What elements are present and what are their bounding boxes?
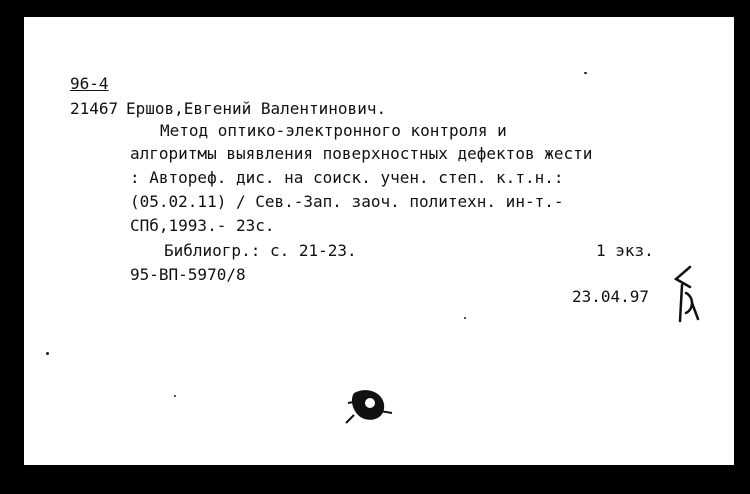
bibliography-note: Библиогр.: с. 21-23. <box>164 241 357 260</box>
speck <box>46 352 49 355</box>
catalog-card <box>24 17 734 465</box>
stamp-date: 23.04.97 <box>572 287 650 306</box>
author-name: Ершов,Евгений Валентинович. <box>126 99 387 118</box>
shelf-mark: 96-4 <box>70 74 109 93</box>
title-line-4: (05.02.11) / Сев.-Зап. заоч. политехн. ин-т.- <box>130 192 564 211</box>
handwritten-mark <box>668 263 708 323</box>
title-line-1: Метод оптико-электронного контроля и <box>160 121 507 140</box>
imprint: СПб,1993.- 23с. <box>130 216 275 235</box>
speck <box>464 317 466 319</box>
record-number: 21467 <box>70 99 119 118</box>
speck <box>174 395 176 397</box>
copies-count: 1 экз. <box>596 241 654 260</box>
speck <box>584 72 587 74</box>
ink-blot <box>340 381 400 431</box>
accession-number: 95-ВП-5970/8 <box>130 265 246 284</box>
title-line-2: алгоритмы выявления поверхностных дефектов жести <box>130 144 593 163</box>
title-line-3: : Автореф. дис. на соиск. учен. степ. к.т.н.: <box>130 168 564 187</box>
